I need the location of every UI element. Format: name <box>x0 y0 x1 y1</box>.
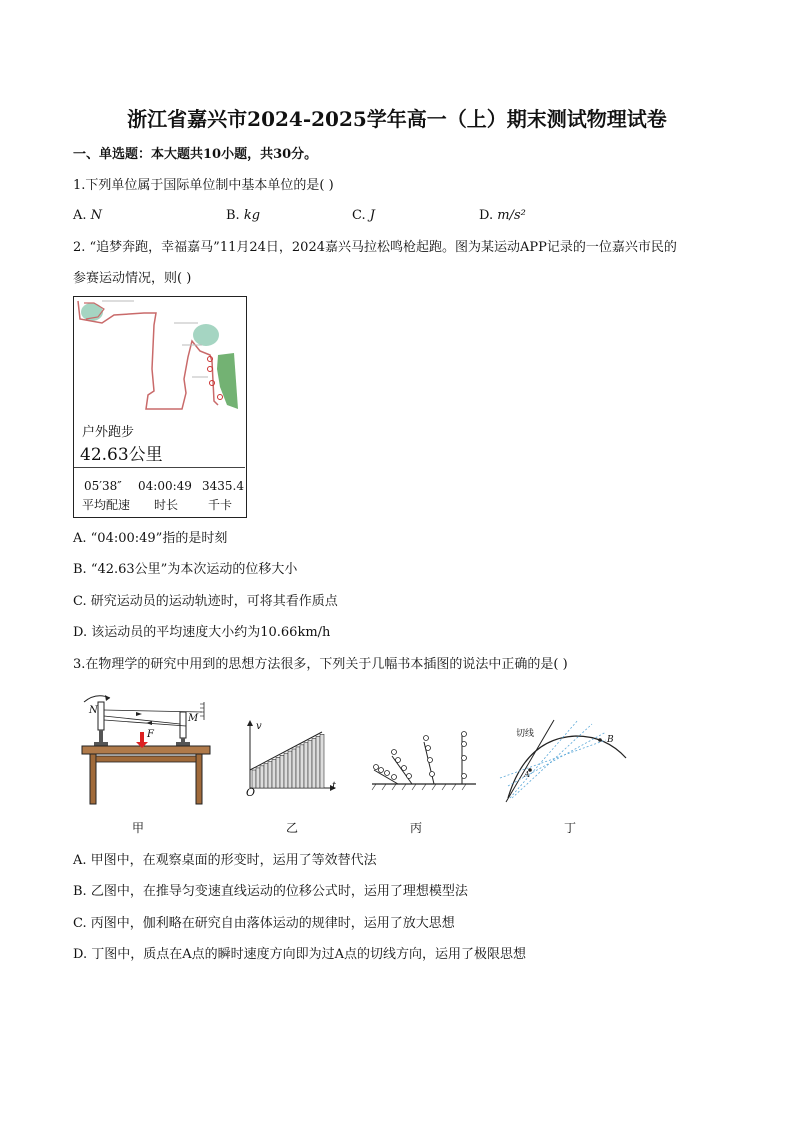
vt-bar <box>272 760 276 789</box>
caption-jia: 甲 <box>132 821 145 835</box>
q3-option-b: B. 乙图中，在推导匀变速直线运动的位移公式时，运用了理想模型法 <box>73 884 468 899</box>
calories-label: 千卡 <box>208 498 233 512</box>
label-t: t <box>332 781 337 792</box>
stats-divider <box>74 467 245 468</box>
vt-bar <box>280 755 284 788</box>
route-map <box>74 297 245 417</box>
q1-option-b: B. kg <box>226 208 261 223</box>
vt-bar <box>296 747 300 788</box>
vt-bar <box>316 736 320 788</box>
duration-value: 04:00:49 <box>138 479 192 493</box>
section-heading: 一、单选题：本大题共10小题，共30分。 <box>73 147 318 162</box>
q2-option-b: B. “42.63公里”为本次运动的位移大小 <box>73 562 298 577</box>
figure-bing-inclines <box>368 730 480 792</box>
vt-bar <box>300 745 304 788</box>
label-a: A <box>524 770 530 779</box>
label-b: B <box>607 735 614 745</box>
caption-bing: 丙 <box>410 821 423 835</box>
q1-option-c: C. J <box>352 208 375 223</box>
label-n: N <box>89 705 98 716</box>
figure-yi-vt-graph <box>240 718 340 796</box>
vt-bar <box>320 734 324 788</box>
vt-bar <box>308 741 312 788</box>
q3-option-a: A. 甲图中，在观察桌面的形变时，运用了等效替代法 <box>73 853 377 868</box>
label-o: O <box>246 786 256 799</box>
vt-bar <box>256 768 260 788</box>
vt-bar <box>276 757 280 788</box>
activity-type: 户外跑步 <box>82 425 135 440</box>
q2-stem-line2: 参赛运动情况，则( ) <box>73 271 192 286</box>
vt-bar <box>260 766 264 788</box>
q1-option-a: A. N <box>73 208 103 223</box>
vt-bar <box>268 762 272 788</box>
running-app-figure <box>73 296 247 518</box>
vt-bar <box>292 749 296 788</box>
q2-option-c: C. 研究运动员的运动轨迹时，可将其看作质点 <box>73 594 338 609</box>
q2-stem-line1: 2. “追梦奔跑，幸福嘉马”11月24日，2024嘉兴马拉松鸣枪起跑。图为某运动APP记录的一位嘉兴市民的 <box>73 240 677 255</box>
q3-option-d: D. 丁图中，质点在A点的瞬时速度方向即为过A点的切线方向，运用了极限思想 <box>73 947 527 962</box>
distance-value: 42.63公里 <box>80 445 163 465</box>
q1-stem: 1.下列单位属于国际单位制中基本单位的是( ) <box>73 178 334 193</box>
vt-bar <box>304 743 308 788</box>
calories-value: 3435.4 <box>202 479 244 493</box>
label-tangent: 切线 <box>516 729 535 739</box>
vt-bar <box>264 764 268 788</box>
duration-label: 时长 <box>154 498 179 512</box>
pace-value: 05′38″ <box>84 479 122 493</box>
q2-option-a: A. “04:00:49”指的是时刻 <box>73 531 228 546</box>
vt-bar <box>284 753 288 788</box>
label-v: v <box>256 721 262 732</box>
page-title: 浙江省嘉兴市2024-2025学年高一（上）期末测试物理试卷 <box>127 107 667 131</box>
q1-option-d: D. m/s² <box>479 208 526 223</box>
label-f: F <box>147 729 154 740</box>
q3-option-c: C. 丙图中，伽利略在研究自由落体运动的规律时，运用了放大思想 <box>73 916 455 931</box>
caption-yi: 乙 <box>286 821 299 835</box>
label-m: M <box>188 713 199 724</box>
caption-ding: 丁 <box>564 821 577 835</box>
vt-bar <box>288 751 292 788</box>
q2-option-d: D. 该运动员的平均速度大小约为10.66km/h <box>73 625 331 640</box>
q3-stem: 3.在物理学的研究中用到的思想方法很多，下列关于几幅书本插图的说法中正确的是( ) <box>73 657 568 672</box>
vt-bar <box>312 739 316 789</box>
pace-label: 平均配速 <box>82 498 131 512</box>
